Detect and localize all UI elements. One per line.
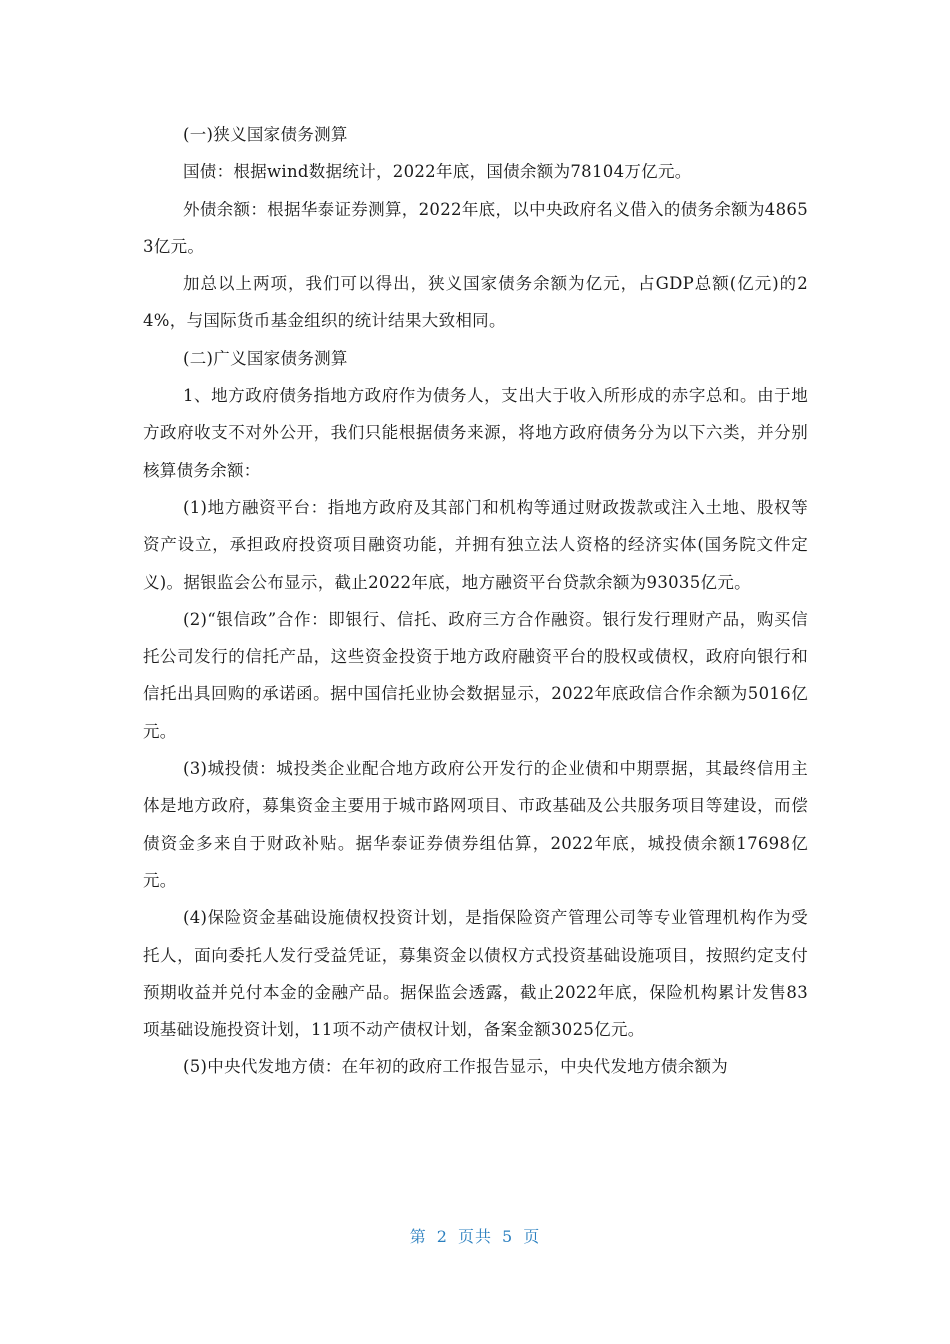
section-heading-narrow-debt: (一)狭义国家债务测算	[183, 125, 348, 144]
footer-prefix: 第	[409, 1227, 427, 1246]
paragraph-local-government-debt: 1、地方政府债务指地方政府作为债务人，支出大于收入所形成的赤字总和。由于地方政府收支不对外公开，我们只能根据债务来源，将地方政府债务分为以下六类，并分别核算债务余额：	[143, 386, 808, 480]
paragraph-foreign-debt: 外债余额：根据华泰证券测算，2022年底，以中央政府名义借入的债务余额为48653亿元。	[143, 199, 808, 256]
paragraph-treasury-bonds: 国债：根据wind数据统计，2022年底，国债余额为78104万亿元。	[183, 162, 692, 182]
paragraph-insurance-infrastructure: (4)保险资金基础设施债权投资计划，是指保险资产管理公司等专业管理机构作为受托人，面向委托人发行受益凭证，募集资金以债权方式投资基础设施项目，按照约定支付预期收益并兑付本金的金融产品。据保监会透露，截止2022年底，保险机构累计发售83项基础设施投资计划，11项不动产债权计划，备案金额3025亿元。	[143, 908, 808, 1040]
paragraph-urban-investment-bonds: (3)城投债：城投类企业配合地方政府公开发行的企业债和中期票据，其最终信用主体是地方政府，募集资金主要用于城市路网项目、市政基础及公共服务项目等建设，而偿债资金多来自于财政补贴。据华泰证券债券组估算，2022年底，城投债余额17698亿元。	[143, 759, 808, 890]
page-footer	[0, 1224, 950, 1247]
footer-total-pages: 5	[502, 1227, 514, 1246]
section-heading-broad-debt: (二)广义国家债务测算	[183, 348, 348, 368]
paragraph-financing-platform: (1)地方融资平台：指地方政府及其部门和机构等通过财政拨款或注入土地、股权等资产设立，承担政府投资项目融资功能，并拥有独立法人资格的经济实体(国务院文件定义)。据银监会公布显示，截止2022年底，地方融资平台贷款余额为93035亿元。	[143, 497, 808, 592]
footer-suffix: 页	[523, 1227, 541, 1246]
footer-middle: 页共	[457, 1227, 492, 1246]
paragraph-bank-trust-government: (2)“银信政”合作：即银行、信托、政府三方合作融资。银行发行理财产品，购买信托公司发行的信托产品，这些资金投资于地方政府融资平台的股权或债权，政府向银行和信托出具回购的承诺函。据中国信托业协会数据显示，2022年底政信合作余额为5016亿元。	[143, 609, 808, 741]
document-body	[143, 116, 808, 1086]
paragraph-narrow-total: 加总以上两项，我们可以得出，狭义国家债务余额为亿元，占GDP总额(亿元)的24%，与国际货币基金组织的统计结果大致相同。	[143, 274, 808, 331]
paragraph-central-issued-local-bonds: (5)中央代发地方债：在年初的政府工作报告显示，中央代发地方债余额为	[183, 1057, 729, 1077]
footer-current-page: 2	[436, 1227, 448, 1246]
